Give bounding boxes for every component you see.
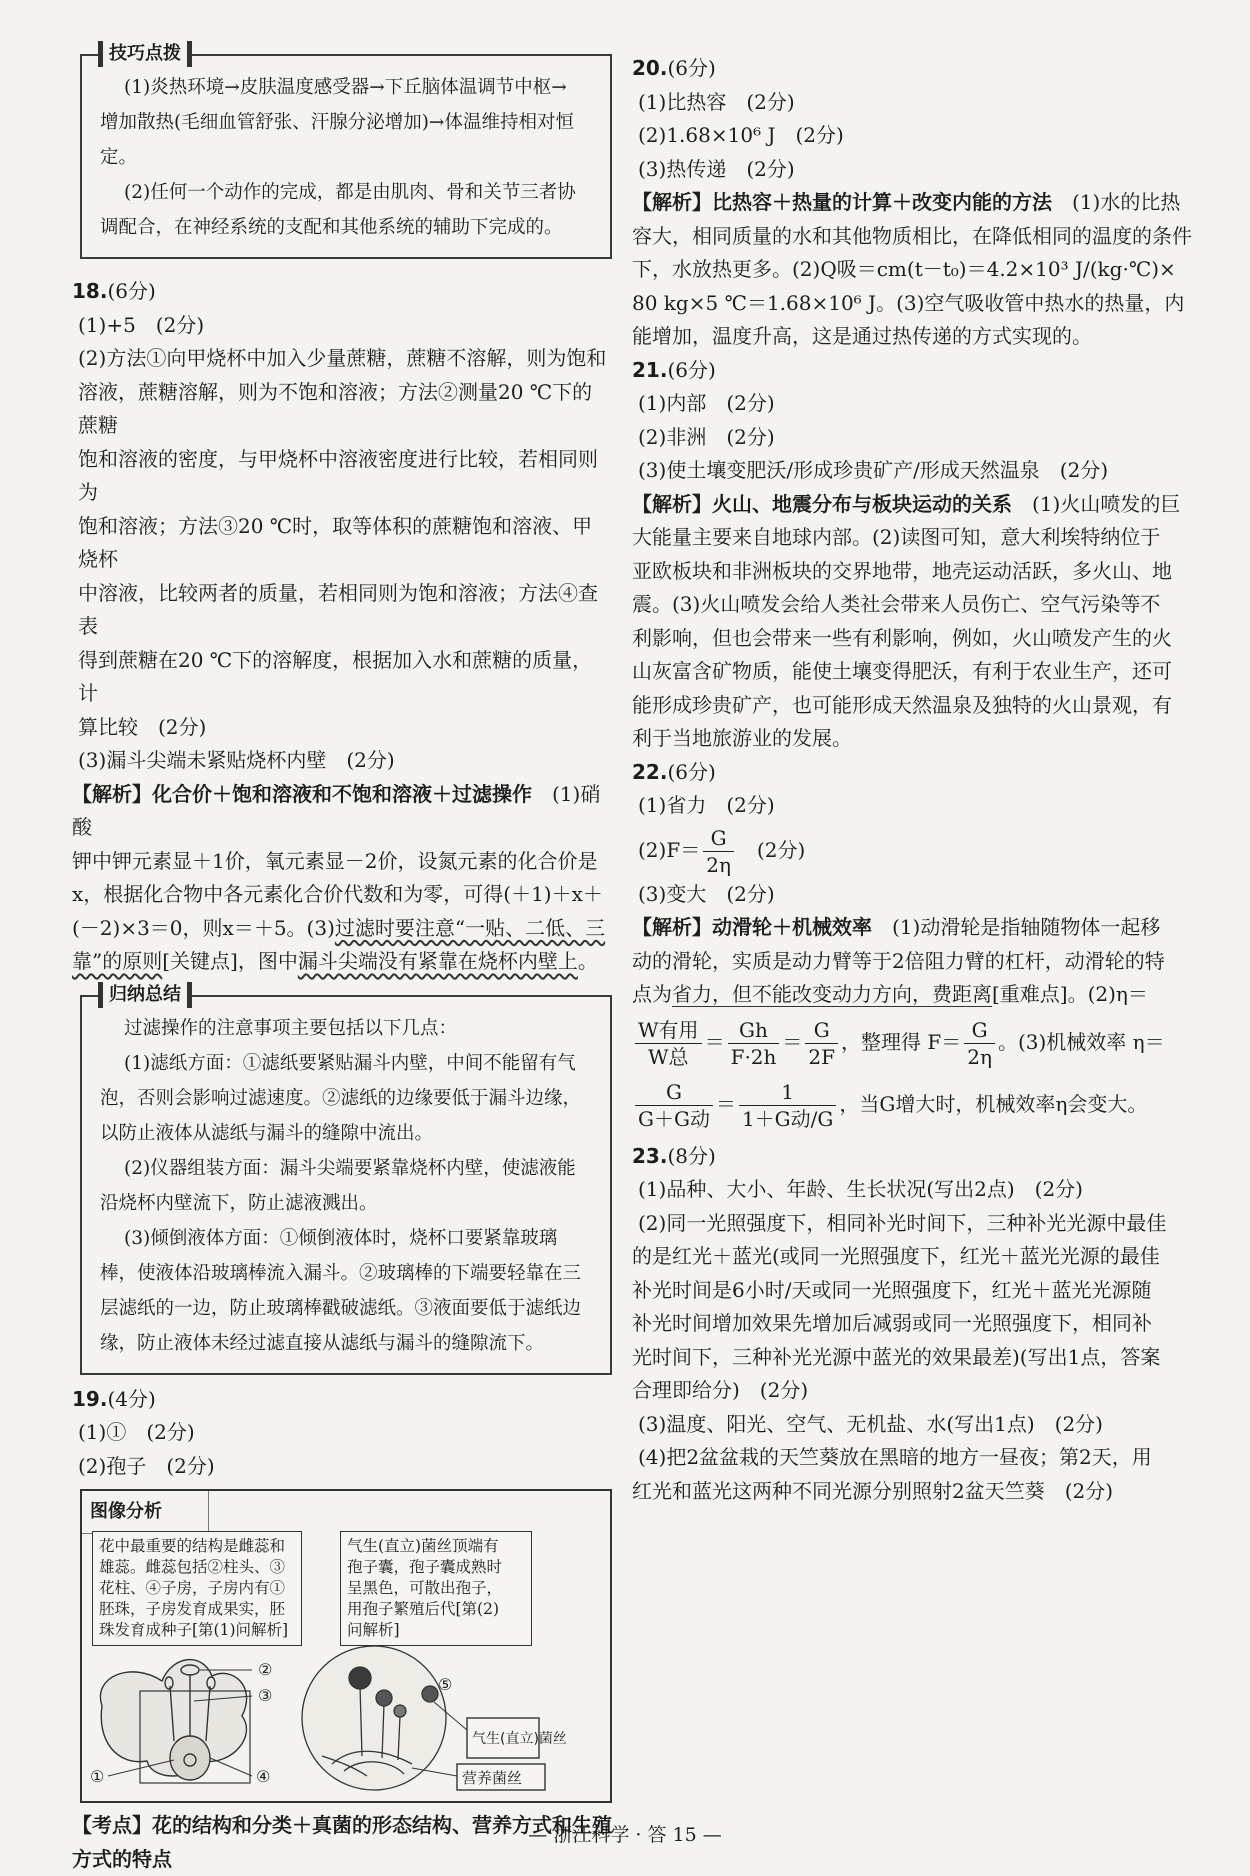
analysis-text: 亚欧板块和非洲板块的交界地带，地壳运动活跃，多火山、地 [632,555,1198,589]
kaodian-line: 方式的特点 [72,1843,612,1876]
answer-line [632,823,1198,878]
answer-line: (3)变大 (2分) [632,878,1198,912]
fraction [964,1017,995,1070]
fraction-denominator: 1＋G动/G [739,1106,836,1132]
tips-line: 增加散热(毛细血管舒张、汗腺分泌增加)→体温维持相对恒定。 [100,105,596,175]
fraction-denominator: 2η [703,852,734,878]
answer-line: (3)使土壤变肥沃/形成珍贵矿产/形成天然温泉 (2分) [632,454,1198,488]
analysis-text: 能增加，温度升高，这是通过热传递的方式实现的。 [632,320,1198,354]
answer-line: (2)非洲 (2分) [632,421,1198,455]
key-point-underline: 过滤时要注意“一贴、二低、三 [335,916,605,940]
fraction [805,1017,838,1070]
analysis-text: [重难点]。(2)η＝ [992,982,1148,1006]
fraction-numerator: G [635,1079,713,1106]
question-score: (6分) [667,358,715,382]
answer-text: (2)F＝ [638,838,700,862]
summary-line: 层滤纸的一边，防止玻璃棒戳破滤纸。③液面要低于滤纸边 [100,1291,596,1326]
question-number: 19. [72,1387,107,1411]
fraction-numerator: 1 [739,1079,836,1106]
answer-text: (2分) [737,838,805,862]
fraction-denominator: W总 [635,1044,702,1070]
analysis-text: 下，水放热更多。(2)Q吸＝cm(t－t₀)＝4.2×10³ J/(kg·℃)× [632,253,1198,287]
label-nutrient-hyphae: 营养菌丝 [462,1769,522,1787]
page-footer: — 浙江科学 · 答 15 — [0,1820,1250,1847]
fraction-numerator: W有用 [635,1017,702,1044]
summary-line: 棒，使液体沿玻璃棒流入漏斗。②玻璃棒的下端要轻靠在三 [100,1256,596,1291]
analysis-text: 钾中钾元素显＋1价，氧元素显－2价，设氮元素的化合价是 [72,845,612,879]
summary-box [80,995,612,1375]
analysis-text: 。 [578,949,598,973]
analysis-heading: 【解析】比热容＋热量的计算＋改变内能的方法 [632,190,1052,214]
fraction-numerator: Gh [728,1017,780,1044]
answer-line: (2)同一光照强度下，相同补光时间下，三种补光光源中最佳 [632,1207,1198,1241]
answer-line: (3)漏斗尖端未紧贴烧杯内壁 (2分) [72,744,612,778]
answer-line: 饱和溶液的密度，与甲烧杯中溶液密度进行比较，若相同则为 [72,443,612,510]
analysis-text: 动的滑轮，实质是动力臂等于2倍阻力臂的杠杆，动滑轮的特 [632,945,1198,979]
analysis-text: x，根据化合物中各元素化合价代数和为零，可得(＋1)＋x＋ [72,878,612,912]
answer-line: (1)品种、大小、年龄、生长状况(写出2点) (2分) [632,1173,1198,1207]
analysis-text: 震。(3)火山喷发会给人类社会带来人员伤亡、空气污染等不 [632,588,1198,622]
answer-line: 算比较 (2分) [72,711,612,745]
analysis-text: 能形成珍贵矿产，也可能形成天然温泉及独特的火山景观，有 [632,689,1198,723]
answer-line: (2)孢子 (2分) [72,1450,612,1484]
question-23 [632,1140,1198,1509]
flower-caption [92,1531,302,1646]
fraction-numerator: G [805,1017,838,1044]
analysis-text: (－2)×3＝0，则x＝＋5。(3) [72,916,335,940]
answer-line: (4)把2盆盆栽的天竺葵放在黑暗的地方一昼夜；第2天，用 [632,1441,1198,1475]
answer-line: (3)温度、阳光、空气、无机盐、水(写出1点) (2分) [632,1408,1198,1442]
analysis-text: (1)硝酸 [72,782,600,840]
analysis-text: (1)动滑轮是指轴随物体一起移 [872,915,1160,939]
answer-line: (1)+5 (2分) [72,309,612,343]
flower-drawing [100,1660,250,1783]
summary-line: 泡，否则会影响过滤速度。②滤纸的边缘要低于漏斗边缘， [100,1081,596,1116]
question-22 [632,756,1198,1136]
question-20 [632,52,1198,354]
answer-line: (1)比热容 (2分) [632,86,1198,120]
summary-line: (3)倾倒液体方面：①倾倒液体时，烧杯口要紧靠玻璃 [100,1221,596,1256]
formula-line: $\frac{\text{W有用}}{\text{W总}}$ ＝ $\frac{Gh}{F\cdot 2h}$ ＝ $\frac{G}{2F}$ ，整理得 F＝ $\frac{G}{2\eta}$ 。(3)机械效率 η＝ [632,1012,1198,1072]
fungus-caption [340,1531,532,1646]
tips-box-title: 技巧点拨 [98,41,192,67]
summary-line: 缘，防止液体未经过滤直接从滤纸与漏斗的缝隙流下。 [100,1326,596,1361]
fraction [635,1017,702,1070]
caption-line: 珠发育成种子[第(1)问解析] [99,1620,295,1641]
answer-line: (2)方法①向甲烧杯中加入少量蔗糖，蔗糖不溶解，则为饱和 [72,342,612,376]
analysis-text: 利影响，但也会带来一些有利影响，例如，火山喷发产生的火 [632,622,1198,656]
question-score: (4分) [107,1387,155,1411]
analysis-text: ，当G增大时，机械效率η会变大。 [839,1092,1147,1116]
answer-line: 红光和蓝光这两种不同光源分别照射2盆天竺葵 (2分) [632,1475,1198,1509]
label-5: ⑤ [438,1675,452,1694]
analysis-text: 。(3)机械效率 η＝ [998,1030,1165,1054]
fraction [728,1017,780,1070]
fraction [635,1079,713,1132]
analysis-heading: 【解析】火山、地震分布与板块运动的关系 [632,492,1012,516]
key-point-underline: 漏斗尖端没有紧靠在烧杯内壁上 [298,949,578,973]
caption-line: 胚珠，子房发育成果实，胚 [99,1599,295,1620]
answer-line: 中溶液，比较两者的质量，若相同则为饱和溶液；方法④查表 [72,577,612,644]
label-1: ① [90,1767,104,1786]
analysis-text: 利于当地旅游业的发展。 [632,722,1198,756]
analysis-text: (1)火山喷发的巨 [1012,492,1180,516]
caption-line: 呈黑色，可散出孢子， [347,1578,525,1599]
summary-line: 过滤操作的注意事项主要包括以下几点： [100,1011,596,1046]
analysis-text: 点为 [632,982,672,1006]
fraction-numerator: G [964,1017,995,1044]
question-18 [72,275,612,979]
answer-line: 得到蔗糖在20 ℃下的溶解度，根据加入水和蔗糖的质量，计 [72,644,612,711]
answer-line: 的是红光＋蓝光(或同一光照强度下，红光＋蓝光光源的最佳 [632,1240,1198,1274]
caption-line: 孢子囊，孢子囊成熟时 [347,1557,525,1578]
flower-fungus-illustration [82,1646,602,1796]
answer-line: 补光时间是6小时/天或同一光照强度下，红光＋蓝光光源随 [632,1274,1198,1308]
analysis-heading: 【解析】化合价＋饱和溶液和不饱和溶液＋过滤操作 [72,782,532,806]
tips-line: 调配合，在神经系统的支配和其他系统的辅助下完成的。 [100,210,596,245]
analysis-heading: 【解析】动滑轮＋机械效率 [632,915,872,939]
left-column [72,52,612,1876]
key-point-underline: 省力，但不能改变动力方向，费距离 [672,982,992,1007]
fraction-denominator: 2η [964,1044,995,1070]
question-number: 22. [632,760,667,784]
answer-line: (1)省力 (2分) [632,789,1198,823]
question-number: 20. [632,56,667,80]
key-point-underline: 靠”的原则 [72,949,162,973]
answer-line: (1)内部 (2分) [632,387,1198,421]
caption-line: 用孢子繁殖后代[第(2) [347,1599,525,1620]
label-aerial-hyphae: 气生(直立)菌丝 [472,1730,567,1747]
answer-line: (2)1.68×10⁶ J (2分) [632,119,1198,153]
analysis-text: (1)水的比热 [1052,190,1180,214]
caption-line: 问解析] [347,1620,525,1641]
analysis-text: [关键点]，图中 [162,949,298,973]
analysis-text: ，整理得 F＝ [841,1030,961,1054]
question-score: (6分) [667,760,715,784]
fraction [739,1079,836,1132]
caption-line: 花中最重要的结构是雌蕊和 [99,1536,295,1557]
analysis-text: 大能量主要来自地球内部。(2)读图可知，意大利埃特纳位于 [632,521,1198,555]
question-21 [632,354,1198,756]
answer-line: 溶液，蔗糖溶解，则为不饱和溶液；方法②测量20 ℃下的蔗糖 [72,376,612,443]
tips-box [80,54,612,259]
fraction-denominator: F·2h [728,1044,780,1070]
kaodian-line: 【考点】花的结构和分类＋真菌的形态结构、营养方式和生殖 [72,1809,612,1843]
analysis-text: 山灰富含矿物质，能使土壤变得肥沃，有利于农业生产，还可 [632,655,1198,689]
figure-title: 图像分析 [82,1491,209,1534]
summary-line: 以防止液体从滤纸与漏斗的缝隙中流出。 [100,1116,596,1151]
question-number: 23. [632,1144,667,1168]
answer-line: 光时间下，三种补光光源中蓝光的效果最差)(写出1点，答案 [632,1341,1198,1375]
tips-line: (1)炎热环境→皮肤温度感受器→下丘脑体温调节中枢→ [100,70,596,105]
fraction-denominator: 2F [805,1044,838,1070]
question-19 [72,1383,612,1484]
answer-line: 饱和溶液；方法③20 ℃时，取等体积的蔗糖饱和溶液、甲烧杯 [72,510,612,577]
right-column [632,52,1198,1508]
fraction-numerator: G [703,825,734,852]
label-3: ③ [258,1686,272,1705]
fungus-drawing [302,1646,446,1790]
answer-line: 补光时间增加效果先增加后减弱或同一光照强度下，相同补 [632,1307,1198,1341]
tips-line: (2)任何一个动作的完成，都是由肌肉、骨和关节三者协 [100,175,596,210]
question-score: (8分) [667,1144,715,1168]
caption-line: 花柱、④子房，子房内有① [99,1578,295,1599]
summary-line: 沿烧杯内壁流下，防止滤液溅出。 [100,1186,596,1221]
label-4: ④ [256,1767,270,1786]
figure-analysis [80,1489,612,1803]
question-number: 18. [72,279,107,303]
summary-line: (2)仪器组装方面：漏斗尖端要紧靠烧杯内壁，使滤液能 [100,1151,596,1186]
fraction [703,825,734,878]
question-score: (6分) [107,279,155,303]
label-2: ② [258,1660,272,1679]
formula-line: $\frac{G}{\text{G＋G动}}$ ＝ $\frac{1}{\text{1＋G动/G}}$ ，当G增大时，机械效率η会变大。 [632,1072,1198,1136]
analysis-text: 80 kg×5 ℃＝1.68×10⁶ J。(3)空气吸收管中热水的热量，内 [632,287,1198,321]
summary-line: (1)滤纸方面：①滤纸要紧贴漏斗内壁，中间不能留有气 [100,1046,596,1081]
analysis-text: 容大，相同质量的水和其他物质相比，在降低相同的温度的条件 [632,220,1198,254]
caption-line: 气生(直立)菌丝顶端有 [347,1536,525,1557]
question-number: 21. [632,358,667,382]
summary-box-title: 归纳总结 [98,982,192,1008]
question-score: (6分) [667,56,715,80]
answer-line: 合理即给分) (2分) [632,1374,1198,1408]
caption-line: 雄蕊。雌蕊包括②柱头、③ [99,1557,295,1578]
answer-line: (1)① (2分) [72,1416,612,1450]
fraction-denominator: G＋G动 [635,1106,713,1132]
answer-line: (3)热传递 (2分) [632,153,1198,187]
